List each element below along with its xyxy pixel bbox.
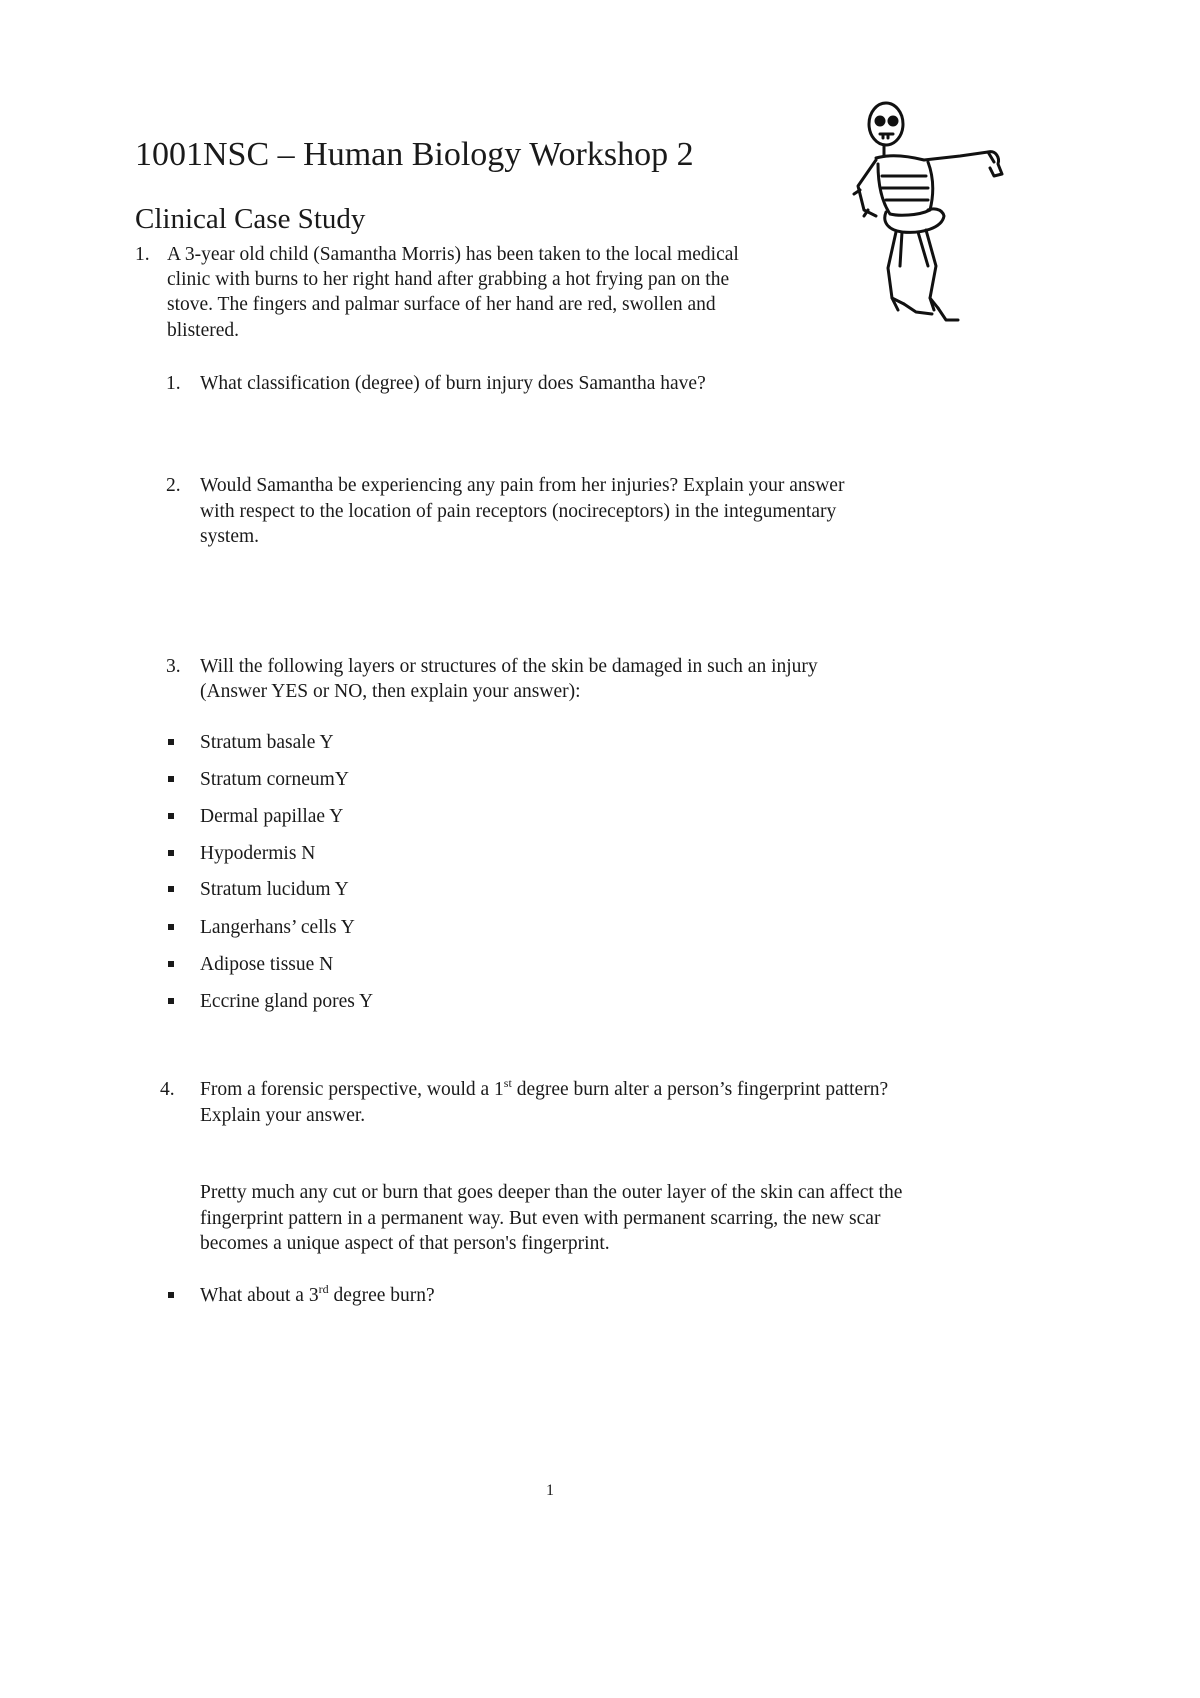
question-text: with respect to the location of pain receptors (nocireceptors) in the integumentary (200, 501, 837, 522)
bullet-icon (168, 961, 174, 967)
list-item: Dermal papillae Y (200, 806, 344, 827)
question-text: Explain your answer. (200, 1105, 366, 1126)
question-text: (Answer YES or NO, then explain your answer): (200, 681, 581, 702)
question-number: 1. (166, 373, 181, 394)
question-text: Would Samantha be experiencing any pain from her injuries? Explain your answer (200, 475, 845, 496)
bullet-icon (168, 739, 174, 745)
page-number: 1 (546, 1482, 554, 1499)
bullet-icon (168, 886, 174, 892)
list-item: Stratum lucidum Y (200, 879, 349, 900)
section-heading: Clinical Case Study (135, 203, 366, 235)
followup-question: What about a 3rd degree burn? (200, 1281, 435, 1306)
bullet-icon (168, 813, 174, 819)
bullet-icon (168, 1292, 174, 1298)
case-line: stove. The fingers and palmar surface of her hand are red, swollen and (167, 294, 716, 315)
dancing-skeleton-icon (838, 98, 1016, 326)
list-item: Hypodermis N (200, 843, 316, 864)
case-line: blistered. (167, 320, 240, 341)
question-number: 3. (166, 656, 181, 677)
answer-text: Pretty much any cut or burn that goes deeper than the outer layer of the skin can affect the (200, 1182, 903, 1203)
case-line: A 3-year old child (Samantha Morris) has been taken to the local medical (167, 244, 739, 265)
bullet-icon (168, 776, 174, 782)
question-text: system. (200, 526, 260, 547)
question-number: 4. (160, 1079, 175, 1100)
bullet-icon (168, 924, 174, 930)
answer-text: becomes a unique aspect of that person's fingerprint. (200, 1233, 610, 1254)
case-number: 1. (135, 244, 150, 265)
list-item: Stratum corneumY (200, 769, 349, 790)
list-item: Langerhans’ cells Y (200, 917, 355, 938)
case-line: clinic with burns to her right hand after grabbing a hot frying pan on the (167, 269, 730, 290)
question-text: What classification (degree) of burn injury does Samantha have? (200, 373, 706, 394)
page-title: 1001NSC – Human Biology Workshop 2 (135, 136, 694, 173)
question-number: 2. (166, 475, 181, 496)
answer-text: fingerprint pattern in a permanent way. But even with permanent scarring, the new scar (200, 1208, 881, 1229)
question-text: Will the following layers or structures of the skin be damaged in such an injury (200, 656, 818, 677)
bullet-icon (168, 998, 174, 1004)
bullet-icon (168, 850, 174, 856)
list-item: Stratum basale Y (200, 732, 334, 753)
list-item: Adipose tissue N (200, 954, 334, 975)
question-text: From a forensic perspective, would a 1st degree burn alter a person’s fingerprint pattern? (200, 1075, 889, 1100)
list-item: Eccrine gland pores Y (200, 991, 374, 1012)
